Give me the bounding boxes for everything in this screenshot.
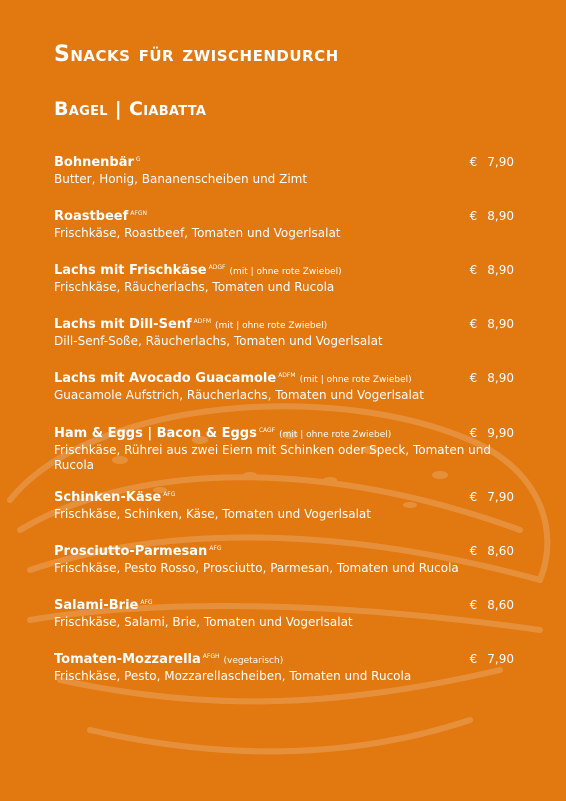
item-price [470,317,514,331]
menu-item [54,426,514,473]
price-value: 9,90 [487,426,514,440]
item-price [470,598,514,612]
price-value: 7,90 [487,155,514,169]
menu-item [54,598,514,630]
item-name: Prosciutto-Parmesan $^{AFG}$ [54,544,222,559]
item-description: Frischkäse, Pesto Rosso, Prosciutto, Parmesan, Tomaten und Rucola [54,561,459,575]
item-description: Dill-Senf-Soße, Räucherlachs, Tomaten und Vogerlsalat [54,334,383,348]
item-price [470,544,514,558]
item-name: Lachs mit Dill-Senf $^{ADFM}$ (mit | ohne rote Zwiebel) [54,317,328,332]
item-name: Roastbeef $^{AFGN}$ [54,209,147,224]
menu-item [54,317,514,349]
item-name: Salami-Brie $^{AFG}$ [54,598,153,613]
price-value: 8,90 [487,317,514,331]
currency-symbol: € [469,209,478,223]
item-name: Ham & Eggs | Bacon & Eggs $^{CAGF}$ (mit | ohne rote Zwiebel) [54,426,392,441]
item-price [470,490,514,504]
item-price [470,426,514,440]
currency-symbol: € [469,490,478,504]
allergen-codes: ADGF [208,263,226,271]
price-value: 7,90 [487,490,514,504]
item-description: Butter, Honig, Bananenscheiben und Zimt [54,172,308,186]
item-name: Schinken-Käse $^{AFG}$ [54,490,176,505]
item-note: (mit | ohne rote Zwiebel) [279,430,392,440]
item-name: Bohnenbär $^G$ [54,155,141,170]
price-value: 8,90 [487,209,514,223]
currency-symbol: € [469,371,478,385]
item-price [470,263,514,277]
allergen-codes: AFG [209,544,222,552]
item-note: (mit | ohne rote Zwiebel) [215,321,328,331]
item-name: Lachs mit Frischkäse $^{ADGF}$ (mit | ohne rote Zwiebel) [54,263,342,278]
price-value: 8,90 [487,263,514,277]
menu-item [54,490,514,522]
allergen-codes: AFGH [202,652,220,660]
item-price [470,209,514,223]
price-value: 8,60 [487,544,514,558]
currency-symbol: € [469,544,478,558]
item-description: Frischkäse, Räucherlachs, Tomaten und Rucola [54,280,335,294]
allergen-codes: AFG [140,598,153,606]
currency-symbol: € [469,426,478,440]
section-title: Bagel | Ciabatta [54,98,207,120]
menu-item [54,209,514,241]
item-note: (vegetarisch) [223,656,284,666]
price-value: 8,90 [487,371,514,385]
item-price [470,652,514,666]
menu-item [54,263,514,295]
item-description: Frischkäse, Rühreі aus zwei Eiern mit Schinken oder Speck, Tomaten und Rucola [54,443,491,472]
currency-symbol: € [469,598,478,612]
item-price [470,155,514,169]
item-note: (mit | ohne rote Zwiebel) [299,375,412,385]
allergen-codes: AFGN [130,209,147,217]
item-description: Frischkäse, Schinken, Käse, Tomaten und Vogerlsalat [54,507,371,521]
item-name: Lachs mit Avocado Guacamole $^{ADFM}$ (mit | ohne rote Zwiebel) [54,371,412,386]
menu-item [54,371,514,403]
allergen-codes: ADFM [278,371,296,379]
item-description: Guacamole Aufstrich, Räucherlachs, Tomaten und Vogerlsalat [54,388,424,402]
item-name: Tomaten-Mozzarella $^{AFGH}$ (vegetarisch) [54,652,284,667]
allergen-codes: G [135,155,141,163]
price-value: 8,60 [487,598,514,612]
allergen-codes: ADFM [193,317,212,325]
item-description: Frischkäse, Roastbeef, Tomaten und Vogerlsalat [54,226,341,240]
allergen-codes: CAGF [258,426,276,434]
menu-item [54,652,514,684]
menu-item [54,544,514,576]
allergen-codes: AFG [163,490,176,498]
item-description: Frischkäse, Pesto, Mozzarellascheiben, Tomaten und Rucola [54,669,412,683]
currency-symbol: € [469,263,478,277]
currency-symbol: € [469,317,478,331]
page-title: Snacks für zwischendurch [54,42,339,67]
currency-symbol: € [469,155,478,169]
item-price [470,371,514,385]
currency-symbol: € [469,652,478,666]
price-value: 7,90 [487,652,514,666]
menu-item [54,155,514,187]
item-note: (mit | ohne rote Zwiebel) [229,267,342,277]
item-description: Frischkäse, Salami, Brie, Tomaten und Vogerlsalat [54,615,353,629]
